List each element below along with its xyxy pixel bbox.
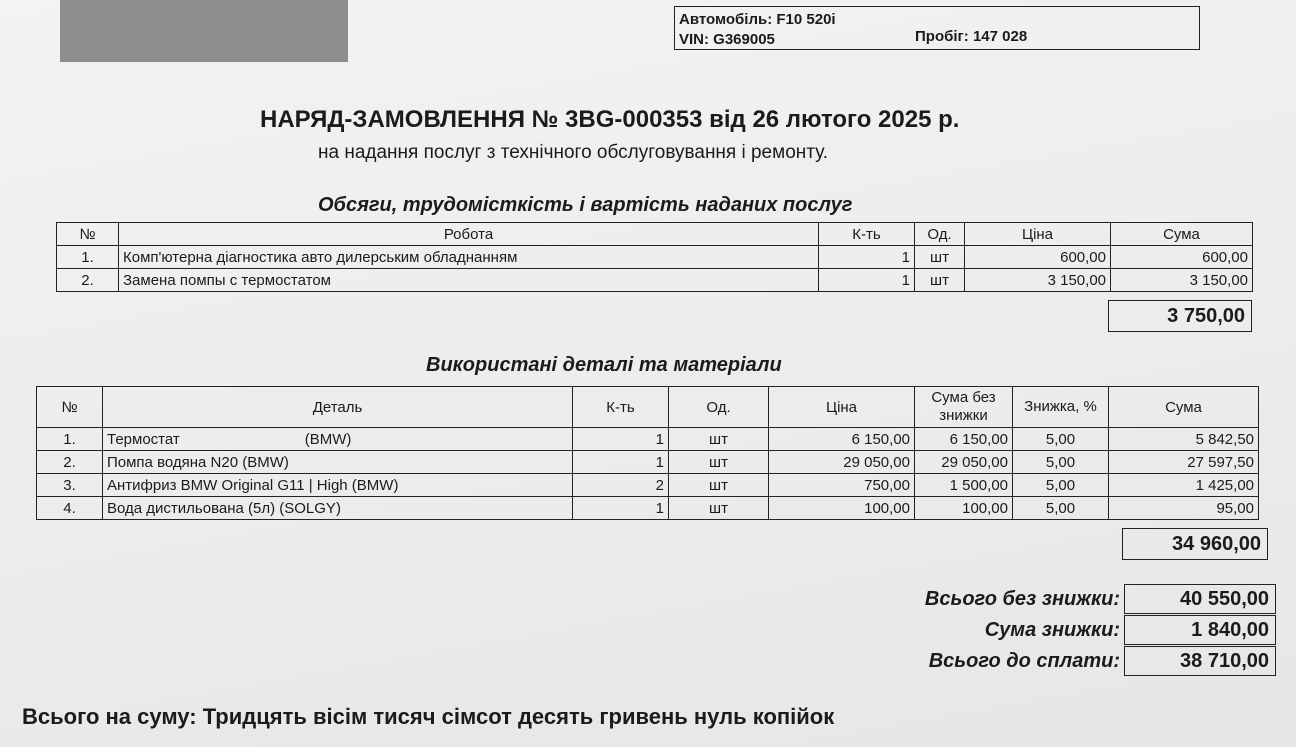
column-header: № (37, 387, 103, 428)
column-header: Знижка, % (1013, 387, 1109, 428)
cell-qty: 1 (819, 269, 915, 292)
column-header: Сума (1111, 223, 1253, 246)
cell-sum-no-discount: 29 050,00 (915, 451, 1013, 474)
cell-discount: 5,00 (1013, 428, 1109, 451)
cell-sum: 95,00 (1109, 497, 1259, 520)
column-header: Робота (119, 223, 819, 246)
table-row (37, 497, 1259, 520)
cell-part: Антифриз BMW Original G11 | High (BMW) (103, 474, 573, 497)
vehicle-vin: VIN: G369005 (679, 31, 775, 48)
cell-qty: 2 (573, 474, 669, 497)
table-row (37, 474, 1259, 497)
cell-sum-no-discount: 1 500,00 (915, 474, 1013, 497)
cell-number: 2. (37, 451, 103, 474)
column-header: Сума (1109, 387, 1259, 428)
cell-work: Замена помпы с термостатом (119, 269, 819, 292)
cell-sum: 600,00 (1111, 246, 1253, 269)
column-header: Од. (669, 387, 769, 428)
column-header: Деталь (103, 387, 573, 428)
cell-price: 100,00 (769, 497, 915, 520)
column-header: Ціна (769, 387, 915, 428)
column-header: Од. (915, 223, 965, 246)
services-heading: Обсяги, трудомісткість і вартість наданих послуг (318, 194, 853, 216)
column-header: № (57, 223, 119, 246)
cell-number: 1. (37, 428, 103, 451)
to-pay-label: Всього до сплати: (928, 650, 1120, 672)
cell-part: Помпа водяна N20 (BMW) (103, 451, 573, 474)
total-no-discount-label: Всього без знижки: (924, 588, 1120, 610)
cell-price: 750,00 (769, 474, 915, 497)
to-pay-value: 38 710,00 (1124, 646, 1276, 676)
cell-unit: шт (669, 451, 769, 474)
parts-heading: Використані деталі та матеріали (426, 354, 782, 376)
parts-table (36, 386, 1259, 520)
cell-number: 2. (57, 269, 119, 292)
table-row (37, 451, 1259, 474)
services-header-row (57, 223, 1253, 246)
table-row (57, 246, 1253, 269)
cell-price: 6 150,00 (769, 428, 915, 451)
cell-price: 29 050,00 (769, 451, 915, 474)
cell-part: Вода дистильована (5л) (SOLGY) (103, 497, 573, 520)
redacted-area (60, 0, 348, 62)
cell-sum-no-discount: 6 150,00 (915, 428, 1013, 451)
cell-unit: шт (915, 269, 965, 292)
cell-qty: 1 (573, 428, 669, 451)
column-header: К-ть (819, 223, 915, 246)
cell-unit: шт (669, 497, 769, 520)
column-header: К-ть (573, 387, 669, 428)
cell-unit: шт (669, 428, 769, 451)
table-row (57, 269, 1253, 292)
cell-number: 3. (37, 474, 103, 497)
services-table (56, 222, 1253, 292)
discount-value: 1 840,00 (1124, 615, 1276, 645)
cell-sum: 1 425,00 (1109, 474, 1259, 497)
cell-unit: шт (915, 246, 965, 269)
cell-number: 4. (37, 497, 103, 520)
order-subtitle: на надання послуг з технічного обслуговування і ремонту. (318, 142, 829, 163)
order-title: НАРЯД-ЗАМОВЛЕННЯ № 3BG-000353 від 26 лютого 2025 р. (260, 106, 960, 133)
cell-number: 1. (57, 246, 119, 269)
cell-price: 600,00 (965, 246, 1111, 269)
cell-discount: 5,00 (1013, 497, 1109, 520)
cell-sum: 27 597,50 (1109, 451, 1259, 474)
cell-discount: 5,00 (1013, 451, 1109, 474)
column-header: Ціна (965, 223, 1111, 246)
cell-sum: 5 842,50 (1109, 428, 1259, 451)
cell-qty: 1 (573, 497, 669, 520)
discount-label: Сума знижки: (984, 619, 1120, 641)
amount-in-words: Всього на суму: Тридцять вісім тисяч сімсот десять гривень нуль копійок (22, 704, 835, 729)
cell-sum-no-discount: 100,00 (915, 497, 1013, 520)
cell-unit: шт (669, 474, 769, 497)
vehicle-model: Автомобіль: F10 520i (679, 11, 836, 28)
total-no-discount-value: 40 550,00 (1124, 584, 1276, 614)
services-total: 3 750,00 (1108, 300, 1252, 332)
table-row (37, 428, 1259, 451)
vehicle-mileage: Пробіг: 147 028 (915, 28, 1028, 45)
column-header: Сума без знижки (915, 387, 1013, 428)
cell-sum: 3 150,00 (1111, 269, 1253, 292)
cell-price: 3 150,00 (965, 269, 1111, 292)
parts-total: 34 960,00 (1122, 528, 1268, 560)
cell-qty: 1 (573, 451, 669, 474)
cell-work: Комп'ютерна діагностика авто дилерським обладнанням (119, 246, 819, 269)
parts-header-row (37, 387, 1259, 428)
cell-discount: 5,00 (1013, 474, 1109, 497)
vehicle-info-box (674, 6, 1200, 50)
cell-qty: 1 (819, 246, 915, 269)
cell-part: Термостат (BMW) (103, 428, 573, 451)
